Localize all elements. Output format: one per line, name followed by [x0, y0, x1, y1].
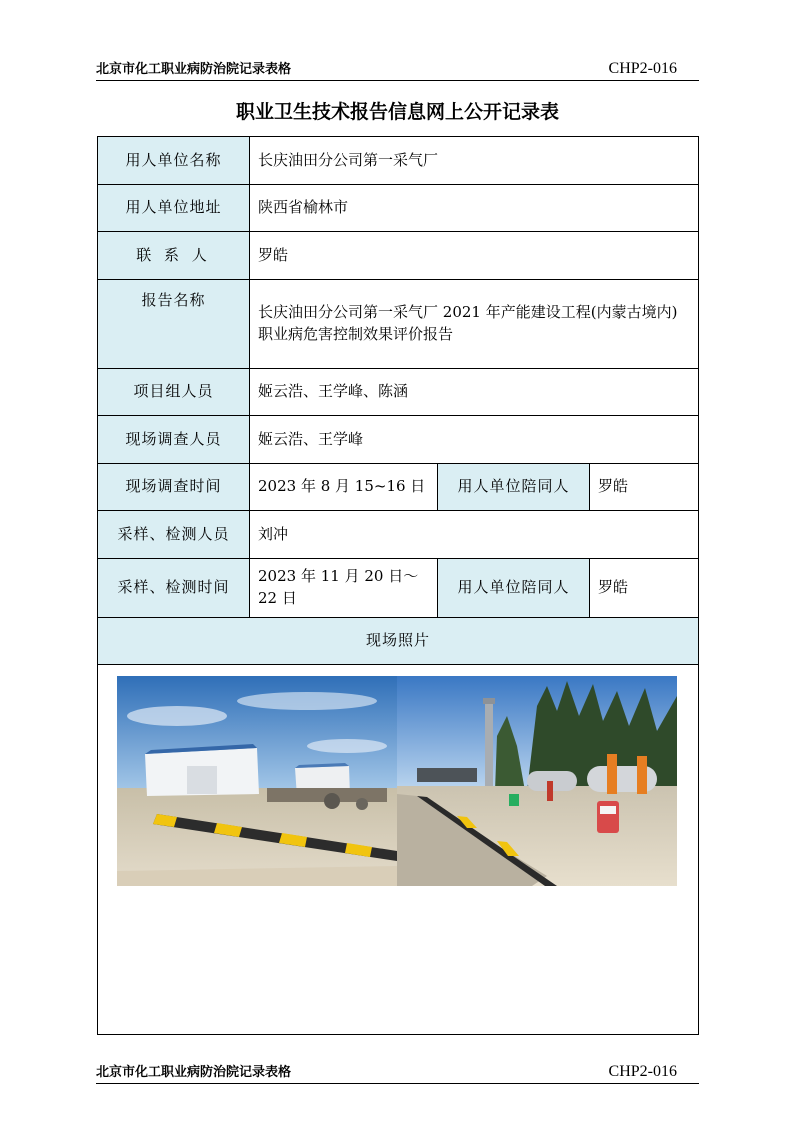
row-site-photos	[98, 665, 699, 1035]
header-doc-code: CHP2-016	[608, 60, 677, 77]
equipment-photo-image	[397, 676, 677, 886]
site-photo-equipment	[397, 676, 677, 886]
row-sampling-time	[98, 559, 699, 618]
page-header	[96, 58, 699, 81]
project-members-label: 项目组人员	[98, 369, 250, 416]
footer-doc-code: CHP2-016	[608, 1063, 677, 1080]
sampling-companion-label: 用人单位陪同人	[438, 559, 590, 618]
employer-address-value: 陕西省榆林市	[250, 185, 699, 232]
sampling-time-label: 采样、检测时间	[98, 559, 250, 618]
row-contact	[98, 232, 699, 280]
footer-org-title: 北京市化工职业病防治院记录表格	[96, 1065, 292, 1080]
contact-value: 罗皓	[250, 232, 699, 280]
row-employer-name	[98, 137, 699, 185]
site-photo-warehouse	[117, 676, 397, 886]
row-site-investigators	[98, 416, 699, 464]
site-companion-label: 用人单位陪同人	[438, 464, 590, 511]
report-name-value: 长庆油田分公司第一采气厂 2021 年产能建设工程(内蒙古境内)职业病危害控制效果评价报告	[250, 280, 699, 369]
row-sampling-staff	[98, 511, 699, 559]
sampling-staff-value: 刘冲	[250, 511, 699, 559]
site-investigators-label: 现场调查人员	[98, 416, 250, 464]
site-photos-label: 现场照片	[98, 618, 699, 665]
site-investigation-time-label: 现场调查时间	[98, 464, 250, 511]
project-members-value: 姬云浩、王学峰、陈涵	[250, 369, 699, 416]
site-investigation-time-value: 2023 年 8 月 15~16 日	[250, 464, 438, 511]
sampling-companion-value: 罗皓	[590, 559, 699, 618]
row-project-members	[98, 369, 699, 416]
employer-address-label: 用人单位地址	[98, 185, 250, 232]
report-name-label: 报告名称	[98, 280, 250, 369]
sampling-time-value: 2023 年 11 月 20 日～22 日	[250, 559, 438, 618]
site-photos-cell	[98, 665, 699, 1035]
row-site-photos-header	[98, 618, 699, 665]
row-site-investigation-time	[98, 464, 699, 511]
contact-label: 联 系 人	[98, 232, 250, 280]
employer-name-value: 长庆油田分公司第一采气厂	[250, 137, 699, 185]
employer-name-label: 用人单位名称	[98, 137, 250, 185]
record-table	[97, 136, 699, 1035]
site-investigators-value: 姬云浩、王学峰	[250, 416, 699, 464]
page-title: 职业卫生技术报告信息网上公开记录表	[235, 101, 559, 123]
warehouse-photo-image	[117, 676, 397, 886]
site-photos	[117, 676, 677, 886]
page-footer	[96, 1061, 699, 1084]
row-report-name	[98, 280, 699, 369]
site-companion-value: 罗皓	[590, 464, 699, 511]
header-org-title: 北京市化工职业病防治院记录表格	[96, 62, 292, 77]
row-employer-address	[98, 185, 699, 232]
sampling-staff-label: 采样、检测人员	[98, 511, 250, 559]
